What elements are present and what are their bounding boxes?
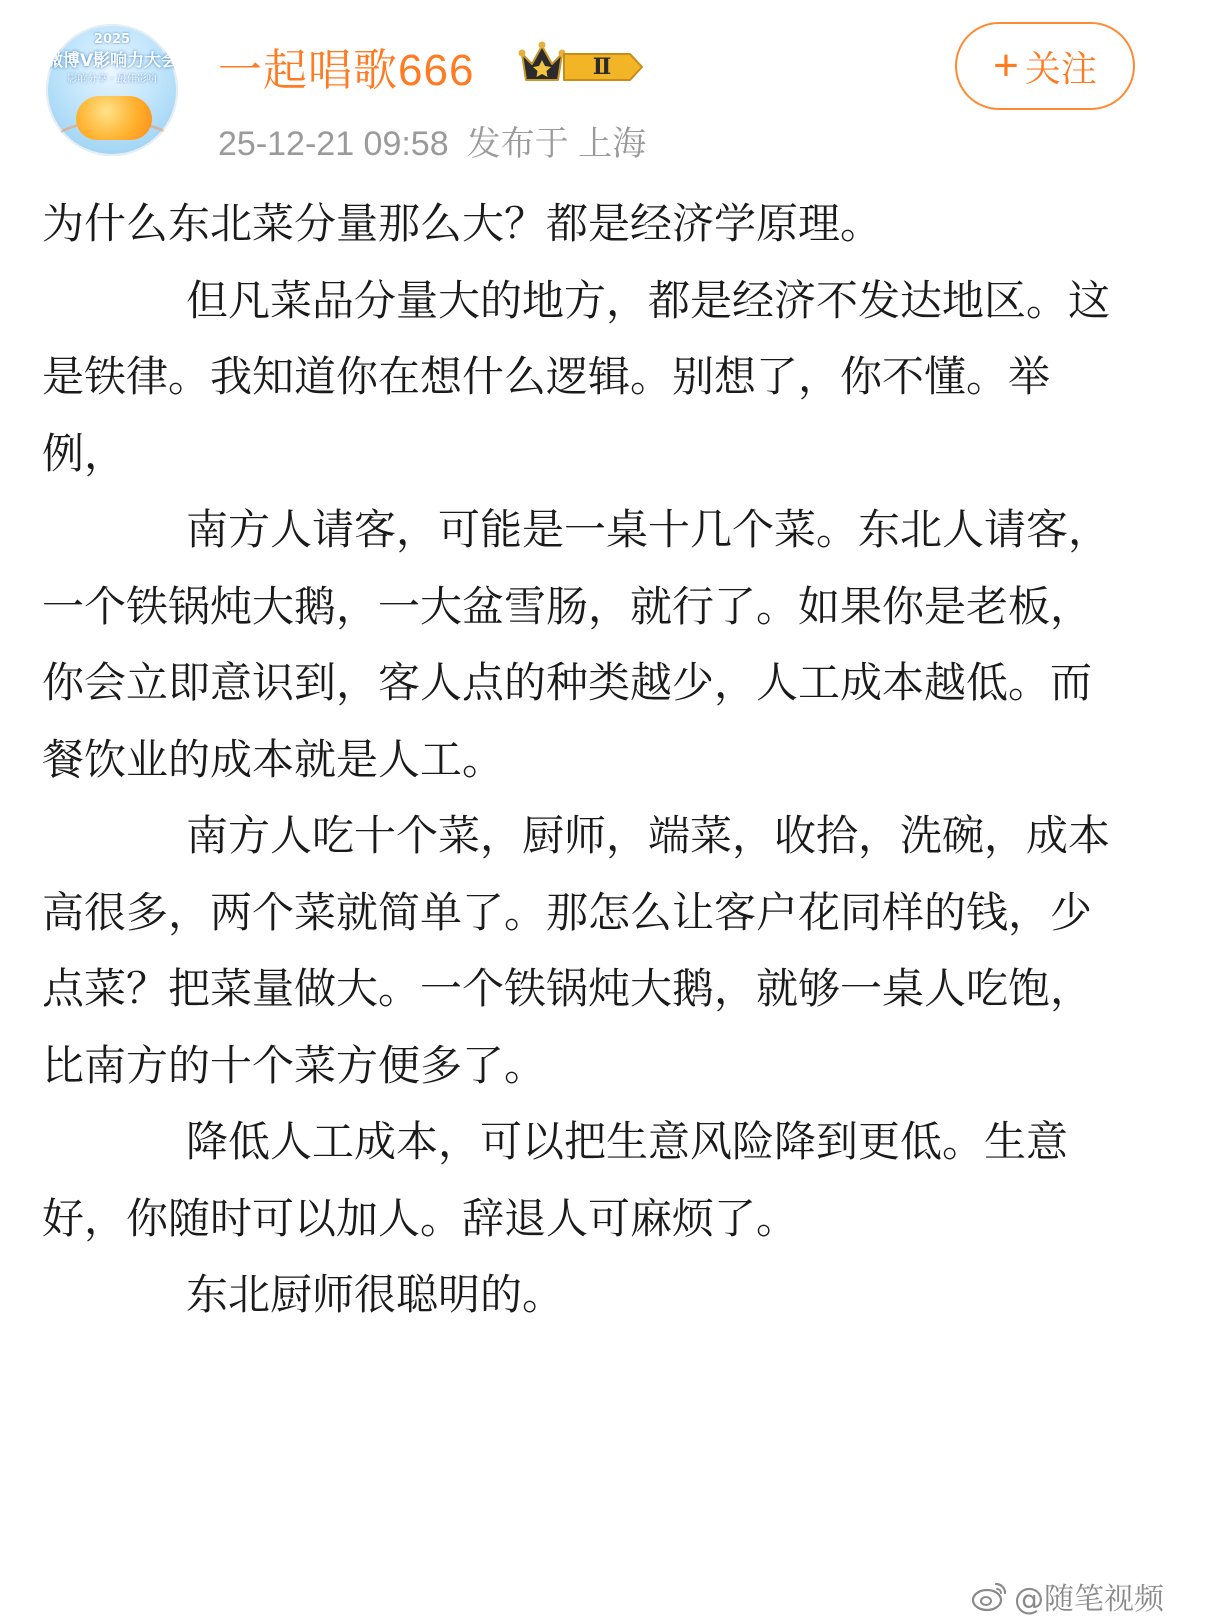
plus-icon: + — [993, 41, 1019, 90]
post-paragraph: 为什么东北菜分量那么大？都是经济学原理。 — [42, 199, 883, 248]
badge-level-text: Ⅱ — [592, 54, 612, 80]
avatar-year: 2025 — [93, 32, 131, 47]
avatar-title: 微博V影响力大会 — [46, 51, 178, 71]
username[interactable]: 一起唱歌666 — [218, 46, 475, 95]
avatar-mascot-decoration — [76, 96, 152, 140]
watermark-text: @随笔视频 — [1014, 1582, 1164, 1617]
follow-label: 关注 — [1024, 47, 1097, 89]
crown-level-badge-icon[interactable] — [518, 40, 648, 86]
follow-button[interactable] — [955, 22, 1135, 110]
avatar[interactable] — [46, 24, 178, 156]
post-paragraph: 南方人请客，可能是一桌十几个菜。东北人请客，一个铁锅炖大鹅，一大盆雪肠，就行了。如果你是老板，你会立即意识到，客人点的种类越少，人工成本越低。而餐饮业的成本就是人工。 — [42, 505, 1111, 784]
post-body — [42, 186, 1122, 1334]
post-paragraph: 降低人工成本，可以把生意风险降到更低。生意好，你随时可以加人。辞退人可麻烦了。 — [42, 1117, 1069, 1243]
avatar-subtitle: 影响分享 · 最佳影响 — [67, 74, 157, 85]
post-paragraph: 但凡菜品分量大的地方，都是经济不发达地区。这是铁律。我知道你在想什么逻辑。别想了，你不懂。举例， — [42, 275, 1111, 478]
weibo-logo-icon — [970, 1579, 1010, 1613]
post-paragraph: 东北厨师很聪明的。 — [186, 1270, 565, 1319]
post-timestamp: 25-12-21 09:58 — [218, 125, 449, 163]
post-location: 发布于 上海 — [466, 125, 647, 163]
post-paragraph: 南方人吃十个菜，厨师，端菜，收拾，洗碗，成本高很多，两个菜就简单了。那怎么让客户花同样的钱，少点菜？把菜量做大。一个铁锅炖大鹅，就够一桌人吃饱，比南方的十个菜方便多了。 — [42, 811, 1111, 1090]
watermark — [970, 1574, 1164, 1618]
post-meta — [218, 116, 646, 165]
